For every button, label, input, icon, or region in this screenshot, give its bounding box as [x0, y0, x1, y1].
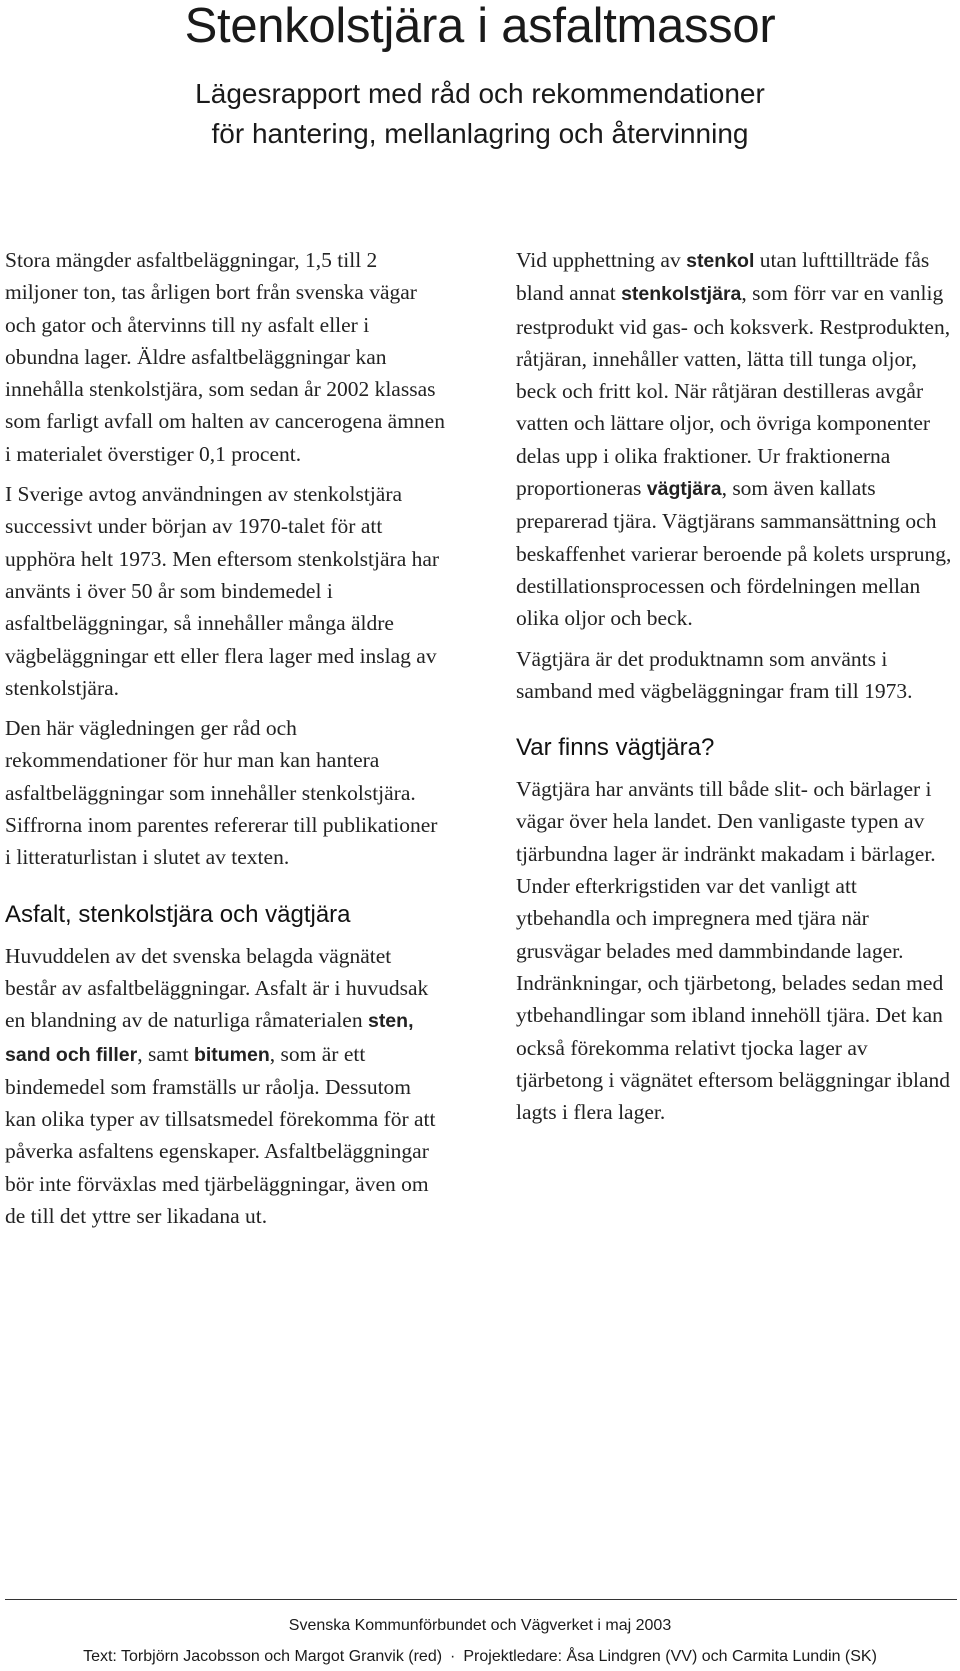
text-run: , som är ett bindemedel som framställs ur råolja. Dessutom kan olika typer av tillsatsmedel förekomma för att påverka asfaltens egenskaper. Asfaltbeläggningar bör inte förväxlas med tjärbeläggningar, även om de till det yttre ser likadana ut. [5, 1041, 436, 1229]
subtitle-line-2: för hantering, mellanlagring och återvinning [211, 118, 749, 149]
left-column [5, 244, 445, 1240]
text-run: Vid upphettning av [516, 248, 687, 272]
bold-term-materials: sten, sand och filler [5, 1010, 414, 1066]
text-run: utan lufttillträde fås bland annat [516, 248, 930, 306]
paragraph-asphalt [5, 940, 445, 1233]
bold-term-stenkol: stenkol [686, 250, 755, 272]
footer-separator: · [450, 1648, 456, 1665]
subtitle-line-1: Lägesrapport med råd och rekommendationer [195, 78, 765, 109]
document-title: Stenkolstjära i asfaltmassor [184, 0, 776, 53]
footer-authors: Text: Torbjörn Jacobsson och Margot Granvik (red) [83, 1648, 443, 1665]
footer-credits [0, 1648, 960, 1666]
footer-publisher: Svenska Kommunförbundet och Vägverket i maj 2003 [288, 1617, 672, 1634]
bold-term-bitumen: bitumen [193, 1043, 270, 1066]
paragraph-guidance: Den här vägledningen ger råd och rekommendationer för hur man kan hantera asfaltbeläggningar som innehåller stenkolstjära. Siffrorna inom parentes refererar till publikationer i litteraturlistan i slutet av texten. [5, 716, 438, 870]
paragraph-where: Vägtjära har använts till både slit- och bärlager i vägar över hela landet. Den vanligaste typen av tjärbundna lager är indränkt makadam i bärlager. Under efterkrigstiden var det vanligt att ytbehandla och impregnera med tjära när grusvägar belades med dammbindande lager. Indränkningar, och tjärbetong, belades sedan med ytbehandlingar som ibland innehöll tjära. Det kan också förekomma relativt tjocka lager av tjärbetong i vägnätet eftersom beläggningar ibland lagts i flera lager. [516, 777, 951, 1125]
paragraph-intro: Stora mängder asfaltbeläggningar, 1,5 till 2 miljoner ton, tas årligen bort från svenska vägar och gator och återvinns till ny asfalt eller i obundna lager. Äldre asfaltbeläggningar kan innehålla stenkolstjära, som sedan år 2002 klassas som farligt avfall om halten av cancerogena ämnen i materialet överstiger 0,1 procent. [5, 248, 445, 466]
text-run: , samt [137, 1041, 194, 1066]
paragraph-product-name: Vägtjära är det produktnamn som använts i samband med vägbeläggningar fram till 1973. [516, 646, 913, 703]
bold-term-stenkolstjara: stenkolstjära [621, 283, 742, 306]
bold-term-vagtjara: vägtjära [646, 478, 722, 501]
text-run: , som förr var en vanlig restprodukt vid gas- och koksverk. Restprodukten, råtjäran, innehåller vatten, lätta till tunga oljor, beck och fritt kol. När råtjäran destilleras avgår vatten och lättare oljor, och övriga komponenter delas upp i olika fraktioner. Ur fraktionerna proportioneras [516, 281, 951, 501]
paragraph-coal-tar [516, 244, 956, 635]
text-run: , som även kallats preparerad tjära. Vägtjärans sammansättning och beskaffenhet varierar beroende på kolets ursprung, destillationsprocessen och fördelningen mellan olika oljor och beck. [516, 476, 952, 631]
paragraph-history: I Sverige avtog användningen av stenkolstjära successivt under början av 1970-talet för att upphöra helt 1973. Men eftersom stenkolstjära har använts i över 50 år som bindemedel i asfaltbeläggningar, så innehåller många äldre vägbeläggningar ett eller flera lager med inslag av stenkolstjära. [5, 482, 440, 700]
footer-divider [5, 1599, 957, 1600]
document-subtitle [0, 74, 960, 154]
section-heading-asphalt: Asfalt, stenkolstjära och vägtjära [5, 900, 351, 928]
text-run: Huvuddelen av det svenska belagda vägnätet består av asfaltbeläggningar. Asfalt är i huvudsak en blandning av de naturliga råmaterialen [5, 943, 429, 1033]
footer-project-leaders: Projektledare: Åsa Lindgren (VV) och Carmita Lundin (SK) [463, 1648, 877, 1665]
right-column [516, 244, 956, 1136]
section-heading-where: Var finns vägtjära? [516, 734, 715, 762]
